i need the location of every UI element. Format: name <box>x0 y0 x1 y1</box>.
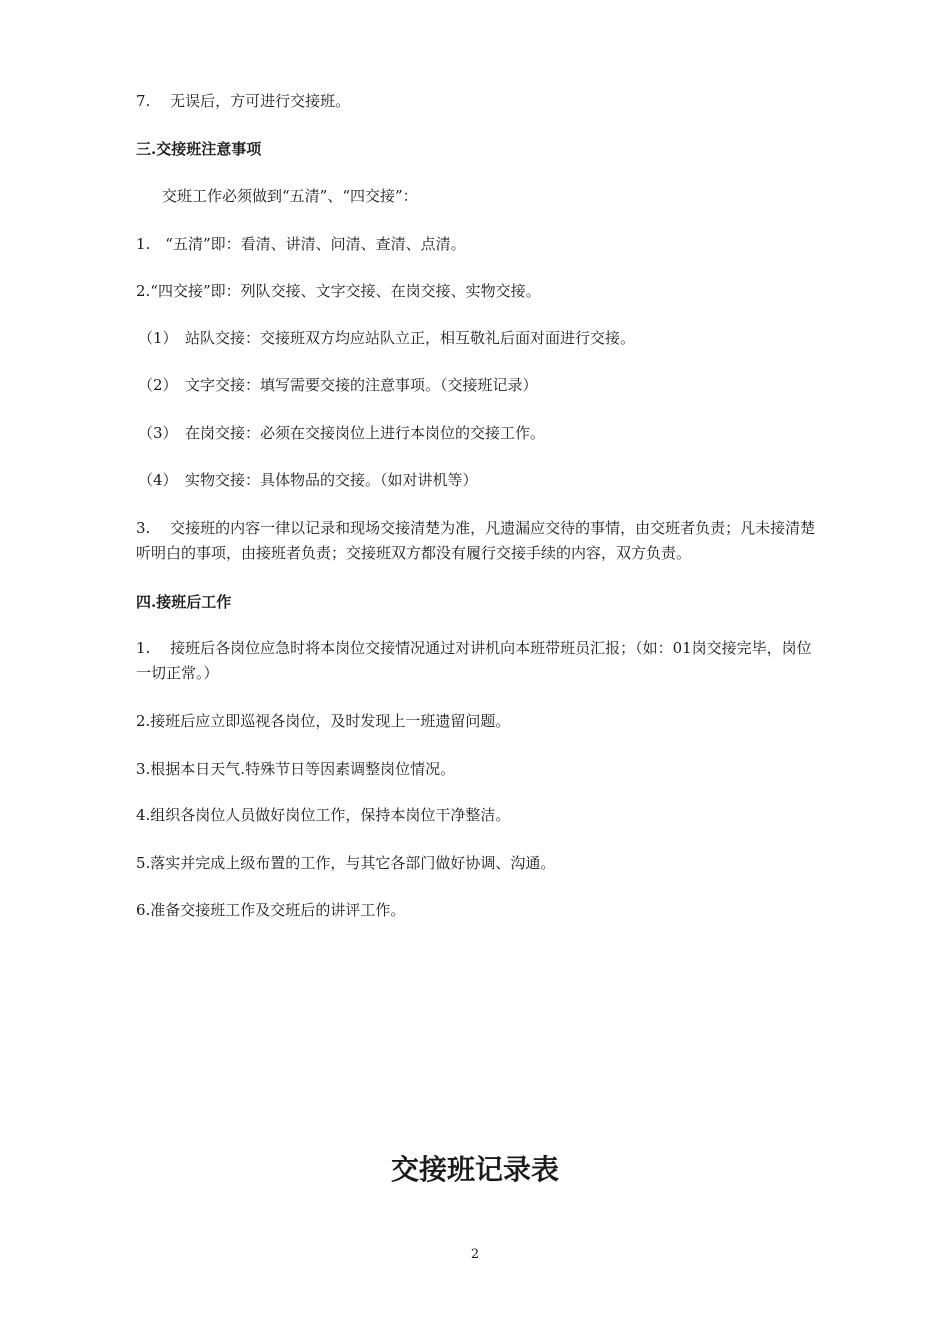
after-shift-item-4: 4.组织各岗位人员做好岗位工作，保持本岗位干净整洁。 <box>136 806 511 824</box>
section-3-heading: 三.交接班注意事项 <box>136 140 262 158</box>
section-4-heading: 四.接班后工作 <box>136 593 232 611</box>
record-table-title: 交接班记录表 <box>390 1153 559 1186</box>
after-shift-item-1: 1. 接班后各岗位应急时将本岗位交接情况通过对讲机向本班带班员汇报；（如：01岗交接完毕，岗位一切正常。） <box>136 639 812 682</box>
after-shift-item-2: 2.接班后应立即巡视各岗位，及时发现上一班遗留问题。 <box>136 712 511 730</box>
intro-paragraph: 交班工作必须做到“五清”、“四交接”： <box>162 187 418 205</box>
four-handover-item: 2.“四交接”即：列队交接、文字交接、在岗交接、实物交接。 <box>136 282 541 300</box>
sub-item-2: （2） 文字交接：填写需要交接的注意事项。（交接班记录） <box>138 376 538 394</box>
five-clear-item: 1. “五清”即：看清、讲清、问清、查清、点清。 <box>136 235 466 253</box>
sub-item-3: （3） 在岗交接：必须在交接岗位上进行本岗位的交接工作。 <box>138 424 546 442</box>
responsibility-paragraph: 3. 交接班的内容一律以记录和现场交接清楚为准，凡遗漏应交待的事情，由交班者负责；凡未接清楚听明白的事项，由接班者负责；交接班双方都没有履行交接手续的内容，双方负责。 <box>136 519 816 562</box>
page-number: 2 <box>470 1247 480 1262</box>
sub-item-4: （4） 实物交接：具体物品的交接。（如对讲机等） <box>138 471 478 489</box>
after-shift-item-3: 3.根据本日天气.特殊节日等因素调整岗位情况。 <box>136 760 456 778</box>
step-7-line: 7. 无误后，方可进行交接班。 <box>136 92 351 110</box>
after-shift-item-5: 5.落实并完成上级布置的工作，与其它各部门做好协调、沟通。 <box>136 854 556 872</box>
after-shift-item-6: 6.准备交接班工作及交班后的讲评工作。 <box>136 901 406 919</box>
sub-item-1: （1） 站队交接：交接班双方均应站队立正，相互敬礼后面对面进行交接。 <box>138 329 636 347</box>
